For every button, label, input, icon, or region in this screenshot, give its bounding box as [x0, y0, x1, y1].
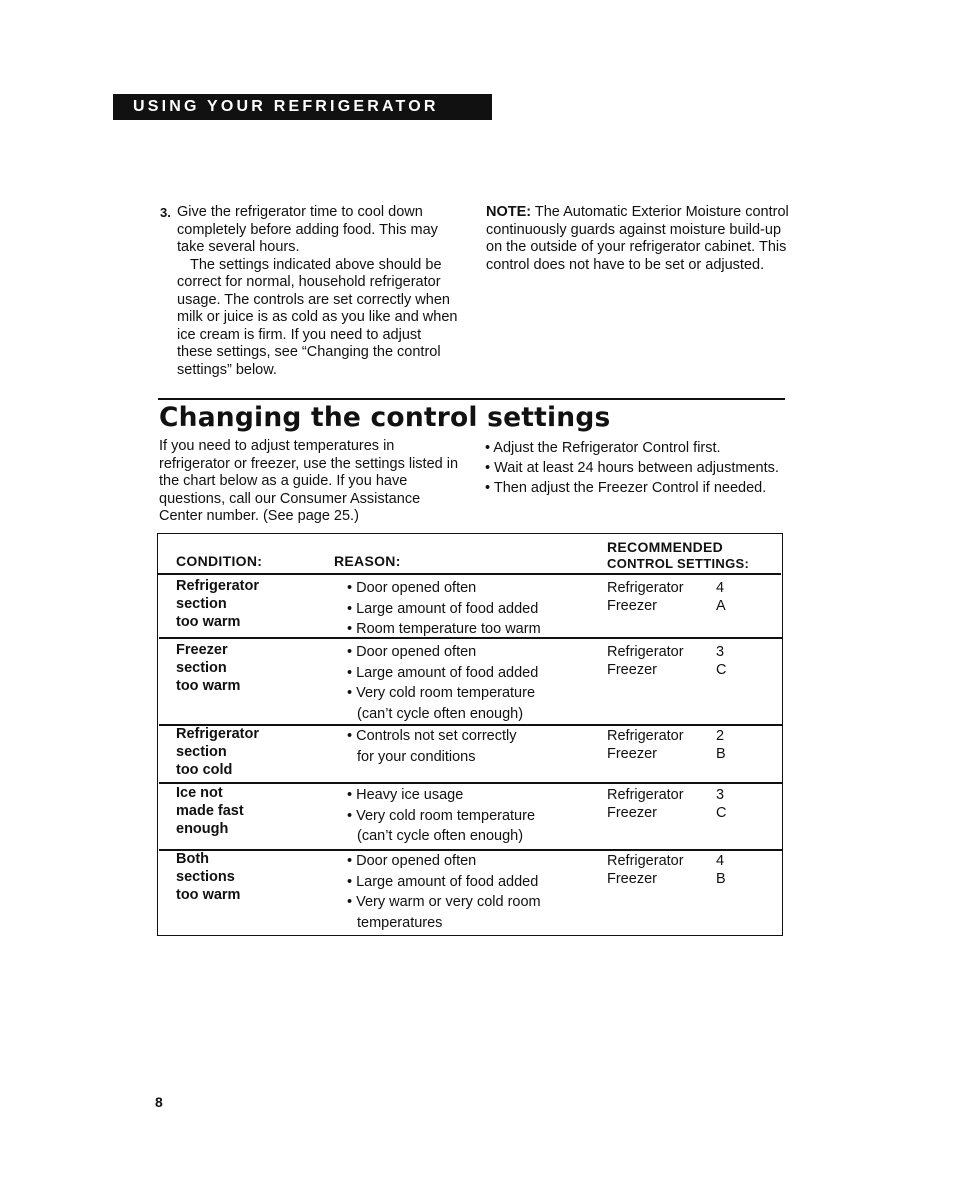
- freezer-setting: [607, 870, 757, 888]
- reason-line: • Door opened often: [347, 580, 477, 596]
- note-label: NOTE:: [486, 204, 532, 220]
- reason-line: • Large amount of food added: [347, 600, 539, 617]
- setting-value: 3: [716, 787, 725, 803]
- setting-value: B: [716, 746, 726, 762]
- condition-line: Refrigerator: [176, 726, 259, 742]
- condition-line: section: [176, 596, 227, 612]
- setting-value: 2: [716, 728, 725, 744]
- condition-line: Ice not: [176, 785, 223, 801]
- condition-cell: [176, 784, 326, 838]
- header-recommended: RECOMMENDED: [607, 539, 724, 555]
- row-divider: [159, 782, 782, 784]
- settings-cell: [607, 852, 757, 888]
- condition-line: too warm: [176, 887, 241, 903]
- settings-cell: [607, 579, 757, 615]
- reason-line: • Door opened often: [347, 853, 477, 869]
- reason-cell: [347, 578, 592, 640]
- setting-label: Freezer: [607, 805, 657, 821]
- header-control-settings: CONTROL SETTINGS:: [607, 556, 750, 571]
- setting-value: A: [716, 598, 726, 614]
- section-title: Changing the control settings: [159, 402, 611, 433]
- reason-line: • Controls not set correctly: [347, 728, 517, 744]
- adjustment-steps: [485, 438, 779, 498]
- header-divider: [158, 573, 781, 575]
- reason-line: for your conditions: [357, 748, 476, 765]
- step-number: 3.: [160, 205, 171, 220]
- freezer-setting: [607, 597, 757, 615]
- step-3: [160, 204, 460, 379]
- setting-label: Freezer: [607, 746, 657, 762]
- condition-line: Refrigerator: [176, 578, 259, 594]
- setting-label: Refrigerator: [607, 853, 684, 869]
- bullet-item: • Then adjust the Freezer Control if needed.: [485, 480, 767, 496]
- condition-cell: [176, 641, 326, 695]
- condition-line: sections: [176, 869, 235, 885]
- condition-line: Both: [176, 851, 210, 867]
- reason-line: • Large amount of food added: [347, 664, 539, 681]
- setting-label: Freezer: [607, 662, 657, 678]
- condition-cell: [176, 577, 326, 631]
- refrigerator-setting: [607, 786, 757, 804]
- refrigerator-setting: [607, 643, 757, 661]
- settings-cell: [607, 643, 757, 679]
- reason-line: • Room temperature too warm: [347, 621, 541, 637]
- setting-value: C: [716, 805, 727, 821]
- settings-cell: [607, 727, 757, 763]
- condition-cell: [176, 725, 326, 779]
- reason-line: • Very cold room temperature: [347, 685, 536, 701]
- reason-line: • Very warm or very cold room: [347, 894, 541, 910]
- reason-line: • Large amount of food added: [347, 873, 539, 890]
- reason-cell: [347, 642, 592, 724]
- row-divider: [159, 724, 782, 726]
- note-text: The Automatic Exterior Moisture control continuously guards against moisture build-up on the outside of your refrigerator cabinet. This control does not have to be set or adjusted.: [486, 204, 789, 273]
- setting-label: Freezer: [607, 598, 657, 614]
- setting-label: Refrigerator: [607, 580, 684, 596]
- page-number: 8: [155, 1094, 163, 1110]
- row-divider: [159, 637, 782, 639]
- condition-line: too warm: [176, 614, 241, 630]
- reason-cell: [347, 851, 592, 933]
- refrigerator-setting: [607, 579, 757, 597]
- refrigerator-setting: [607, 727, 757, 745]
- setting-label: Refrigerator: [607, 787, 684, 803]
- section-intro: If you need to adjust temperatures in refrigerator or freezer, use the settings listed in the chart below as a guide. If you have questions, call our Consumer Assistance Center number. (See page 25.): [159, 438, 459, 524]
- setting-value: B: [716, 871, 726, 887]
- header-condition: CONDITION:: [176, 553, 263, 569]
- settings-cell: [607, 786, 757, 822]
- reason-line: (can’t cycle often enough): [357, 705, 524, 722]
- condition-line: section: [176, 660, 227, 676]
- setting-label: Refrigerator: [607, 644, 684, 660]
- note-block: [486, 204, 791, 274]
- condition-line: made fast: [176, 803, 244, 819]
- reason-cell: [347, 785, 592, 847]
- condition-line: too cold: [176, 762, 233, 778]
- reason-line: • Door opened often: [347, 644, 477, 660]
- step-text: Give the refrigerator time to cool down completely before adding food. This may take several hours.: [177, 204, 438, 255]
- reason-cell: [347, 726, 592, 767]
- section-divider: [158, 398, 785, 400]
- condition-line: Freezer: [176, 642, 228, 658]
- freezer-setting: [607, 804, 757, 822]
- section-banner: USING YOUR REFRIGERATOR: [113, 94, 492, 120]
- condition-line: enough: [176, 821, 229, 837]
- setting-value: 4: [716, 853, 725, 869]
- freezer-setting: [607, 745, 757, 763]
- setting-value: C: [716, 662, 727, 678]
- freezer-setting: [607, 661, 757, 679]
- reason-line: • Heavy ice usage: [347, 787, 464, 803]
- bullet-item: • Adjust the Refrigerator Control first.: [485, 440, 721, 456]
- reason-line: (can’t cycle often enough): [357, 828, 524, 844]
- step-paragraph: The settings indicated above should be correct for normal, household refrigerator usage. The controls are set correctly when milk or juice is as cold as you like and when ice cream is firm. If you need to adjust these settings, see “Changing the control settings” below.: [177, 256, 458, 378]
- reason-line: temperatures: [357, 914, 443, 931]
- setting-value: 4: [716, 580, 725, 596]
- header-reason: REASON:: [334, 553, 401, 569]
- reason-line: • Very cold room temperature: [347, 807, 536, 824]
- setting-label: Refrigerator: [607, 728, 684, 744]
- bullet-item: • Wait at least 24 hours between adjustments.: [485, 460, 779, 476]
- setting-value: 3: [716, 644, 725, 660]
- condition-line: too warm: [176, 678, 241, 694]
- row-divider: [159, 849, 782, 851]
- setting-label: Freezer: [607, 871, 657, 887]
- condition-line: section: [176, 744, 227, 760]
- refrigerator-setting: [607, 852, 757, 870]
- condition-cell: [176, 850, 326, 904]
